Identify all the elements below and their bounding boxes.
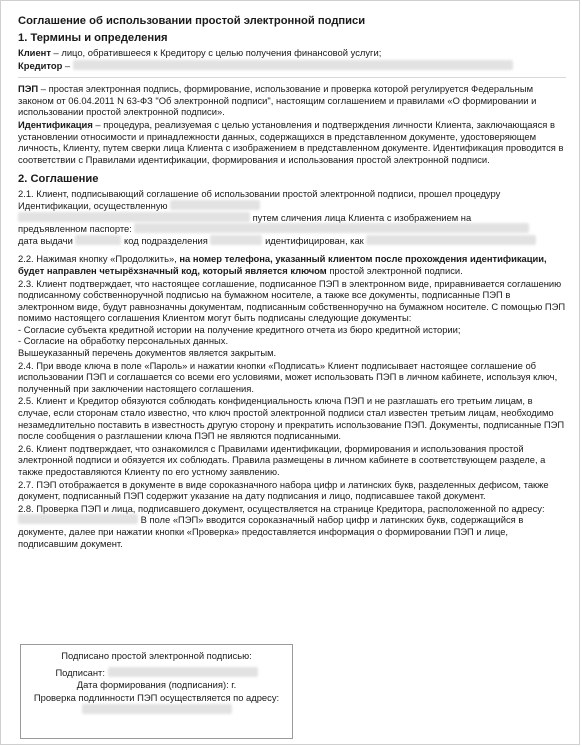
redacted-issue-date	[75, 235, 121, 245]
clause-2-1-text-b: путем сличения лица Клиента с изображением на	[252, 211, 472, 223]
signature-caption: Подписано простой электронной подписью:	[61, 650, 252, 661]
clause-2-1-text-d: дата выдачи	[18, 234, 73, 246]
clause-2-8-text-b: В поле «ПЭП» вводится сороказначный набор цифр и латинских букв, содержащийся в документе, далее при нажатии кнопки «Проверка» предоставляется информация о формировании ПЭП и лице, подписавшим документ.	[18, 514, 524, 549]
term-client	[18, 47, 566, 59]
term-pep	[18, 83, 566, 118]
clause-2-2	[18, 253, 566, 276]
signer-label: Подписант:	[55, 667, 105, 679]
clause-2-3-closing: Вышеуказанный перечень документов является закрытым.	[18, 347, 277, 359]
clause-2-3	[18, 278, 566, 359]
redacted-client-name	[366, 235, 536, 245]
clause-2-1	[18, 188, 566, 246]
redacted-field	[170, 200, 260, 210]
section-1-heading: 1. Термины и определения	[18, 32, 168, 44]
clause-2-2-text-a: 2.2. Нажимая кнопку «Продолжить»,	[18, 253, 180, 265]
clause-2-8-text-a: 2.8. Проверка ПЭП и лица, подписавшего документ, осуществляется на странице Кредитора, расположенной по адресу:	[18, 502, 545, 514]
clause-2-1-text-f: идентифицирован, как	[265, 234, 364, 246]
clause-2-3-text: 2.3. Клиент подтверждает, что настоящее соглашение, подписанное ПЭП в электронном виде, приравнивается соглашению подписанному собственноручной подписью на бумажном носителе, а также все документы, подписанные ПЭП в электронном виде, будут равнозначны документам, подписанным собственноручно на бумажном носителе. С помощью ПЭП помимо настоящего соглашения Клиентом могут быть подписаны следующие документы:	[18, 277, 566, 324]
redacted-field	[18, 212, 250, 222]
divider	[18, 77, 566, 78]
clause-2-6: 2.6. Клиент подтверждает, что ознакомился с Правилами идентификации, формирования и использования простой электронной подписи и обязуется их соблюдать. Правила размещены в личном кабинете в соответствующем разделе, а также предоставляются Клиенту по его устному заявлению.	[18, 442, 546, 477]
term-pep-definition: – простая электронная подпись, формирование, использование и проверка которой регулируется Федеральным законом от 06.04.2011 N 63-ФЗ "Об электронной подписи", настоящим соглашением и правилами «О формировании и использовании простой электронной подписи».	[18, 83, 537, 118]
term-pep-name: ПЭП	[18, 83, 39, 95]
clause-2-3-item-2: - Согласие на обработку персональных данных.	[18, 335, 229, 347]
clause-2-1-text-e: код подразделения	[124, 234, 208, 246]
redacted-passport-number	[134, 223, 529, 233]
clause-2-3-item-1: - Согласие субъекта кредитной истории на получение кредитного отчета из бюро кредитной истории;	[18, 323, 461, 335]
term-creditor-definition: –	[62, 59, 73, 71]
clause-2-2-text-b: на номер телефона, указанный клиентом после прохождения идентификации, будет направлен четырёхзначный код, который является ключом	[18, 253, 547, 276]
term-identification	[18, 119, 566, 165]
clause-2-1-text-a: 2.1. Клиент, подписывающий соглашение об использовании простой электронной подписи, прошел процедуру Идентификации, осуществленную	[18, 188, 501, 211]
term-creditor	[18, 60, 566, 72]
signing-date: Дата формирования (подписания): г.	[76, 679, 237, 691]
term-client-definition: – лицо, обратившееся к Кредитору с целью получения финансовой услуги;	[50, 47, 382, 58]
redacted-division-code	[210, 235, 262, 245]
signature-stamp	[20, 644, 293, 739]
term-creditor-name: Кредитор	[18, 59, 63, 71]
clause-2-7: 2.7. ПЭП отображается в документе в виде сороказначного набора цифр и латинских букв, разделенных дефисом, также документ, подписанный ПЭП содержит указание на дату подписания и лицо, подписавшее такой документ.	[18, 478, 549, 502]
redacted-verification-address	[82, 704, 232, 714]
clause-2-8	[18, 503, 566, 549]
term-identification-name: Идентификация	[18, 118, 93, 130]
redacted-signer	[108, 667, 258, 677]
term-identification-definition: – процедура, реализуемая с целью установления и подтверждения личности Клиента, заключающаяся в установлении относимости и принадлежности данных, содержащихся в представленном документе, удостоверяющем личность, Клиенту, путем сверки лица Клиента с изображением в представленном документе. Идентификация проводится в соответствии с Правилами идентификации, формирования и использования простой электронной подписи.	[18, 118, 564, 165]
signer-row	[21, 667, 292, 679]
clause-2-2-text-c: простой электронной подписи.	[326, 264, 463, 276]
section-2-heading: 2. Соглашение	[18, 173, 99, 186]
document-title: Соглашение об использовании простой электронной подписи	[18, 15, 366, 27]
redacted-verification-url	[18, 514, 138, 524]
redacted-creditor-name	[73, 60, 513, 70]
verification-address-row	[21, 704, 292, 716]
clause-2-5: 2.5. Клиент и Кредитор обязуются соблюдать конфиденциальность ключа ПЭП и не разглашать его третьим лицам, в случае, если сторонам стало известно, что ключ простой электронной подписи стал известен третьим лицам, необходимо незамедлительно поставить в известность другую сторону и прекратить использование ПЭП. Документы, подписанные ПЭП после сообщения о разглашении ключа ПЭП не являются подписанными.	[18, 395, 565, 442]
clause-2-4: 2.4. При вводе ключа в поле «Пароль» и нажатии кнопки «Подписать» Клиент подписывает настоящее соглашение об использовании ПЭП и соглашается со всеми его условиями, может использовать ПЭП в личном кабинете, используя ключ, полученный при заключении настоящего соглашения.	[18, 359, 558, 394]
clause-2-1-text-c: предъявленном паспорте:	[18, 223, 132, 235]
verification-address-label: Проверка подлинности ПЭП осуществляется по адресу:	[33, 691, 280, 703]
term-client-name: Клиент	[18, 47, 51, 58]
agreement-document	[18, 14, 566, 550]
